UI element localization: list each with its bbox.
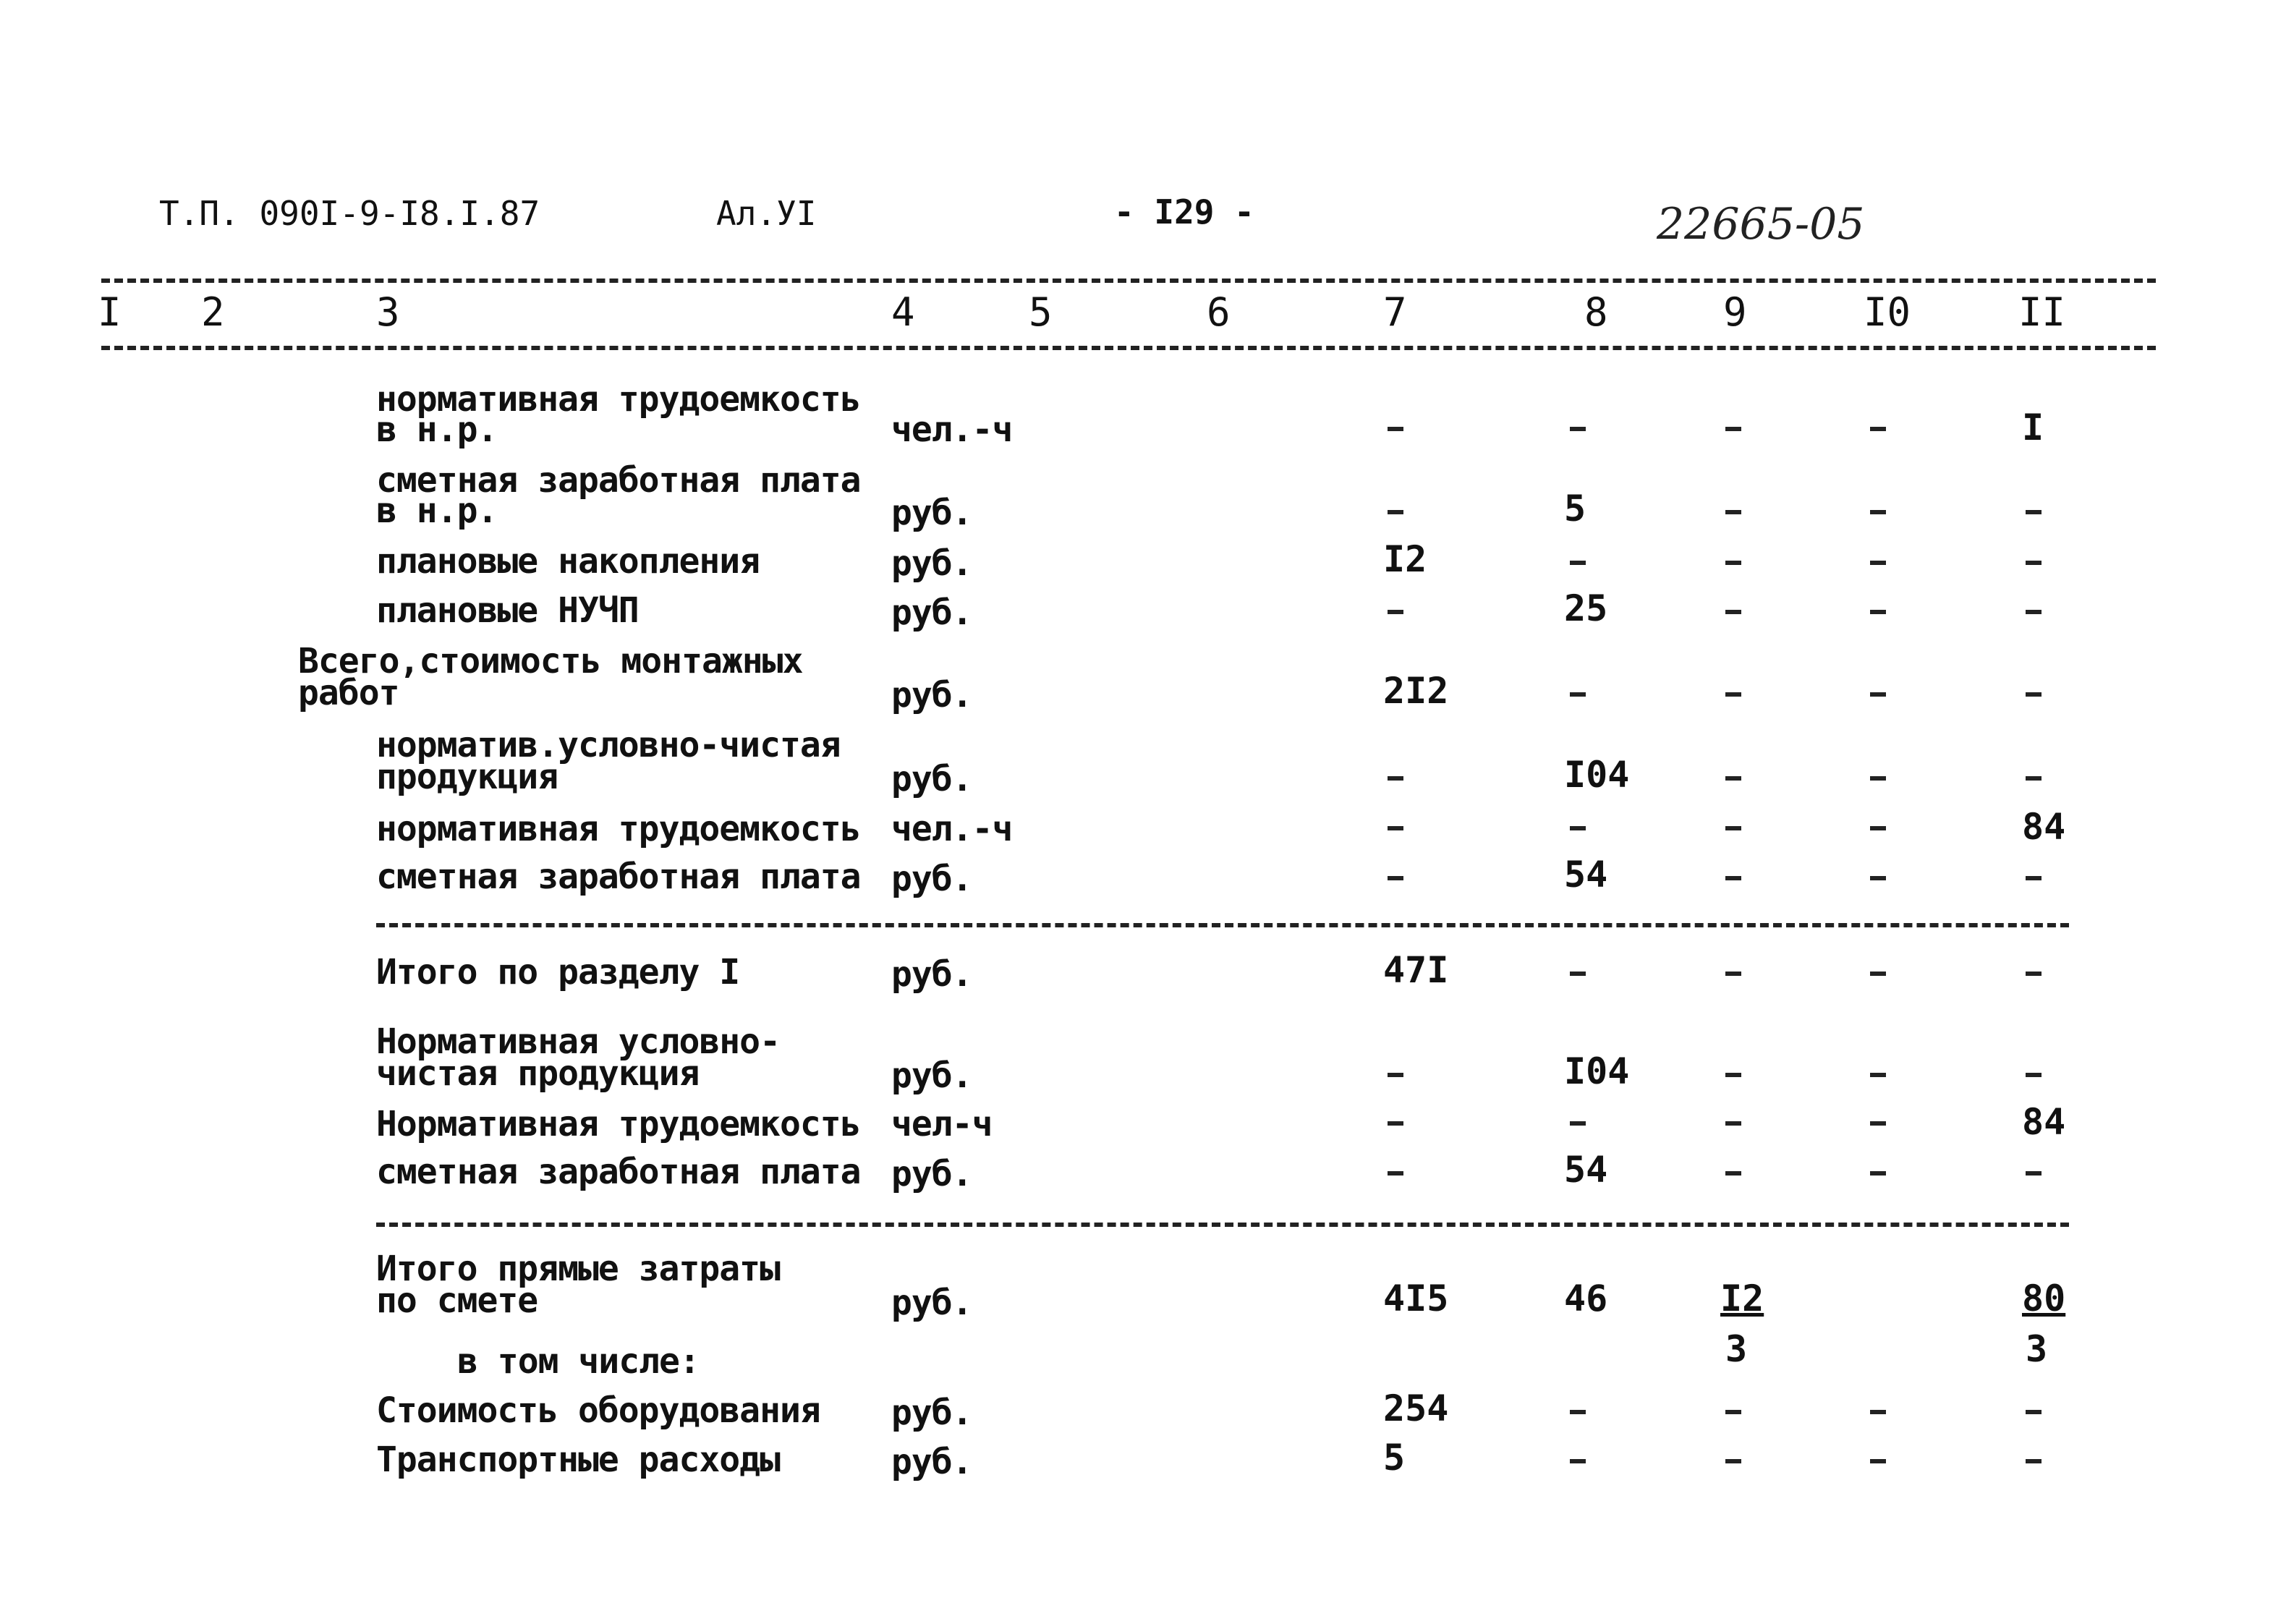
dash-mark [1725,427,1741,431]
row-section-estimated-wages: сметная заработная плата [376,1152,861,1192]
dash-mark [1725,972,1741,976]
section-separator [376,923,2069,927]
page-number: - I29 - [1114,192,1254,231]
dash-mark [1870,510,1886,514]
value-cell: 54 [1564,854,1608,896]
dash-mark [1725,826,1741,830]
dash-mark [1570,1121,1586,1126]
unit-cell: чел-ч [891,1104,993,1144]
unit-cell: чел.-ч [891,409,1013,450]
unit-cell: руб. [891,859,972,899]
col-header-8: 8 [1584,289,1608,335]
col-header-10: I0 [1864,289,1911,335]
row-normative-net-product-line1: норматив.условно-чистая [376,725,841,765]
col-header-4: 4 [891,289,915,335]
value-cell: 254 [1383,1387,1449,1429]
dash-mark [2026,1171,2042,1176]
dash-mark [1388,776,1403,781]
dash-mark [1870,1171,1886,1176]
col-header-3: 3 [376,289,400,335]
dash-mark [1570,1410,1586,1414]
row-normative-labor: нормативная трудоемкость [376,809,861,849]
dash-mark [1725,561,1741,565]
value-cell: I04 [1564,754,1630,796]
unit-cell: руб. [891,543,972,584]
dash-mark [2026,776,2042,781]
row-equipment-cost: Стоимость оборудования [376,1390,820,1431]
col-header-7: 7 [1383,289,1407,335]
dash-mark [1570,1459,1586,1463]
row-section-normative-labor: Нормативная трудоемкость [376,1104,861,1144]
unit-cell: руб. [891,759,972,799]
dash-mark [1388,876,1403,880]
header-bottom-rule [101,346,2156,350]
col-header-6: 6 [1207,289,1231,335]
row-including-label: в том числе: [457,1341,700,1382]
value-cell: 84 [2022,806,2066,848]
dash-mark [1388,427,1403,431]
value-cell: 47I [1383,949,1449,991]
dash-mark [1570,427,1586,431]
value-cell: 46 [1564,1277,1608,1319]
dash-mark [1870,427,1886,431]
dash-mark [1570,972,1586,976]
row-normative-labor-overhead-line1: нормативная трудоемкость [376,379,861,420]
dash-mark [2026,972,2042,976]
dash-mark [1870,776,1886,781]
dash-mark [1870,826,1886,830]
value-cell: 5 [1564,488,1586,530]
dash-mark [1725,1073,1741,1077]
unit-cell: руб. [891,592,972,633]
dash-mark [1388,1121,1403,1126]
dash-mark [1725,692,1741,697]
row-transport-costs: Транспортные расходы [376,1440,780,1480]
header-top-rule [101,279,2156,283]
document-code: Т.П. 090I-9-I8.I.87 [159,194,540,233]
dash-mark [2026,510,2042,514]
value-cell: 4I5 [1383,1277,1449,1319]
dash-mark [1870,561,1886,565]
dash-mark [1570,692,1586,697]
dash-mark [1570,826,1586,830]
col-header-9: 9 [1723,289,1747,335]
dash-mark [1725,1171,1741,1176]
row-total-installation-cost-line1: Всего,стоимость монтажных [298,641,803,681]
unit-cell: руб. [891,493,972,533]
dash-mark [2026,561,2042,565]
row-estimated-wages-overhead-line1: сметная заработная плата [376,460,861,501]
dash-mark [2026,610,2042,614]
row-section-net-product-line2: чистая продукция [376,1053,700,1094]
dash-mark [1725,510,1741,514]
row-normative-labor-overhead-line2: в н.р. [376,409,498,450]
col-header-11: II [2018,289,2066,335]
section-separator [376,1223,2069,1227]
dash-mark [1870,1459,1886,1463]
dash-mark [1870,876,1886,880]
dash-mark [2026,1459,2042,1463]
dash-mark [1870,972,1886,976]
value-cell: I04 [1564,1050,1630,1092]
unit-cell: руб. [891,1055,972,1096]
dash-mark [1388,1171,1403,1176]
dash-mark [2026,1410,2042,1414]
value-cell: I2 [1720,1277,1764,1319]
row-section-total: Итого по разделу I [376,952,740,992]
value-cell: I [2022,407,2044,448]
dash-mark [1725,1121,1741,1126]
col-header-2: 2 [201,289,225,335]
row-planned-nuchp: плановые НУЧП [376,590,639,631]
value-cell: 5 [1383,1437,1406,1479]
unit-cell: руб. [891,1393,972,1433]
dash-mark [1725,1410,1741,1414]
value-cell: 84 [2022,1101,2066,1143]
dash-mark [1870,692,1886,697]
inventory-stamp: 22665-05 [1657,199,1865,250]
dash-mark [1725,776,1741,781]
value-cell: I2 [1383,538,1427,580]
dash-mark [1870,1410,1886,1414]
dash-mark [1870,1121,1886,1126]
dash-mark [1570,561,1586,565]
row-direct-costs-line2: по смете [376,1280,538,1321]
row-section-net-product-line1: Нормативная условно- [376,1021,780,1062]
dash-mark [1725,610,1741,614]
dash-mark [1388,610,1403,614]
dash-mark [2026,1073,2042,1077]
row-estimated-wages: сметная заработная плата [376,856,861,897]
unit-cell: чел.-ч [891,809,1013,849]
value-cell: 25 [1564,587,1608,629]
dash-mark [2026,876,2042,880]
row-estimated-wages-overhead-line2: в н.р. [376,490,498,531]
value-cell: 3 [2026,1328,2048,1370]
unit-cell: руб. [891,1283,972,1323]
unit-cell: руб. [891,1154,972,1194]
dash-mark [1870,1073,1886,1077]
row-normative-net-product-line2: продукция [376,757,558,797]
unit-cell: руб. [891,954,972,995]
dash-mark [1388,510,1403,514]
col-header-1: I [98,289,122,335]
dash-mark [1388,826,1403,830]
dash-mark [1870,610,1886,614]
col-header-5: 5 [1029,289,1053,335]
value-cell: 2I2 [1383,670,1449,712]
value-cell: 3 [1725,1328,1748,1370]
row-planned-savings: плановые накопления [376,541,760,582]
value-cell: 54 [1564,1149,1608,1191]
row-total-installation-cost-line2: работ [298,673,399,713]
dash-mark [1388,1073,1403,1077]
dash-mark [2026,692,2042,697]
unit-cell: руб. [891,1442,972,1482]
dash-mark [1725,876,1741,880]
dash-mark [1725,1459,1741,1463]
album-number: Ал.УI [716,194,817,233]
unit-cell: руб. [891,675,972,715]
value-cell: 80 [2022,1277,2066,1319]
row-direct-costs-line1: Итого прямые затраты [376,1249,780,1289]
